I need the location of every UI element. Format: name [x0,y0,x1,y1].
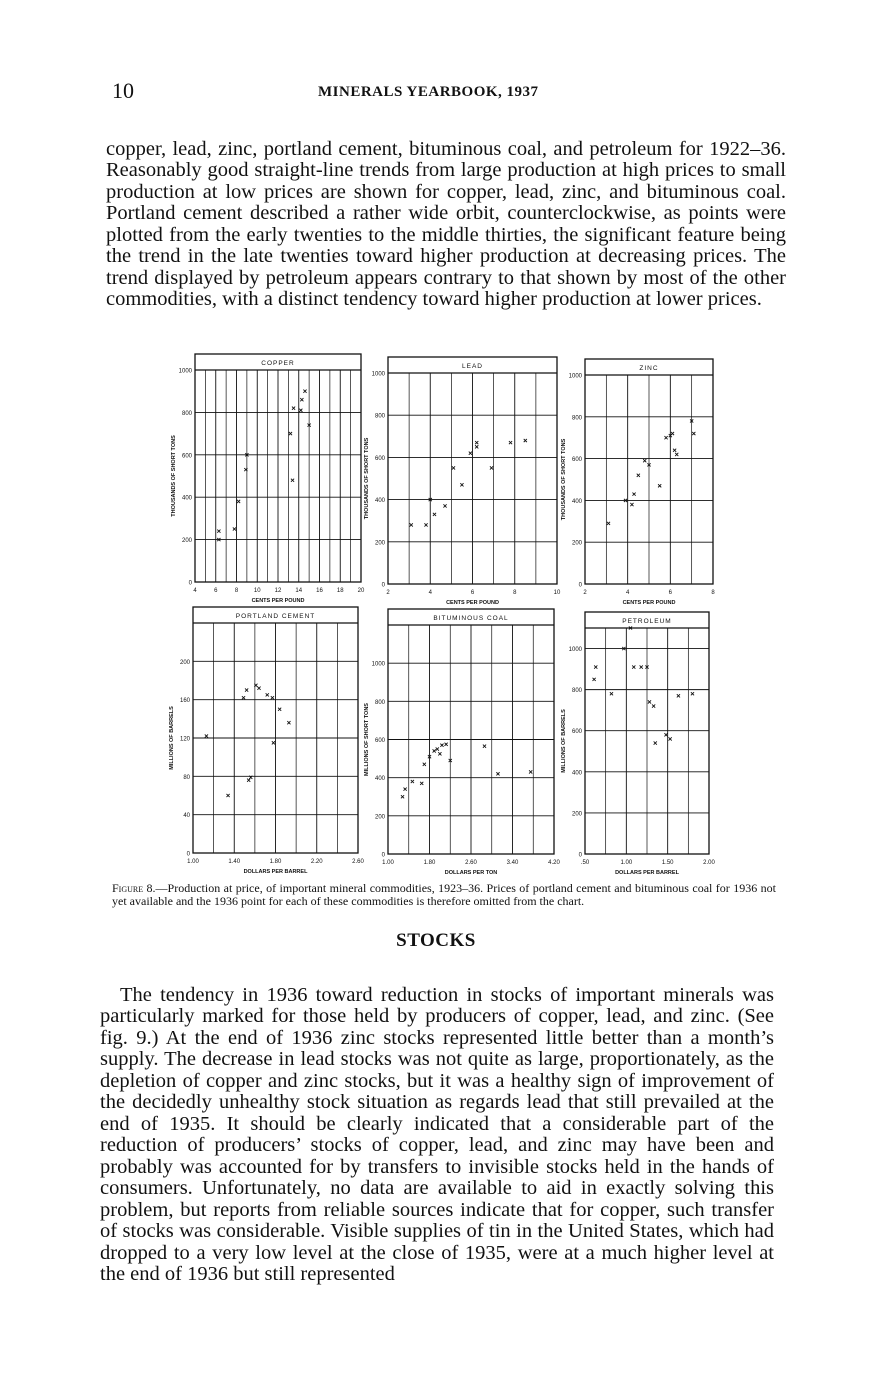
y-tick-label: 1000 [371,371,385,378]
data-point [300,398,303,401]
x-tick-label: 16 [316,588,323,594]
x-tick-label: 20 [357,588,365,594]
y-tick-label: 400 [571,770,582,777]
data-point [469,452,472,455]
y-axis-label: THOUSANDS OF SHORT TONS [364,437,370,520]
data-point [272,741,275,744]
chart-panel-6 [561,612,715,876]
x-tick-label: 1.50 [661,860,674,866]
x-tick-label: 8 [711,590,715,596]
y-tick-label: 160 [179,698,190,705]
x-tick-label: 4 [193,588,197,594]
data-point [671,432,674,435]
x-tick-label: 6 [470,590,475,596]
y-tick-label: 400 [571,498,582,505]
y-tick-label: 0 [381,852,385,859]
data-point [629,626,632,629]
y-tick-label: 600 [571,457,582,464]
data-point [669,434,672,437]
x-tick-label: 1.80 [269,859,282,865]
intro-paragraph: copper, lead, zinc, portland cement, bituminous coal, and petroleum for 1922–36. Reasonably good straight-line trends from large production at high prices to small production at low prices are shown for copper, lead, zinc, and bituminous coal. Portland cement described a rather wide orbit, counterclockwise, as points were plotted from the early twenties to the middle thirties, the significant feature being the trend in the late twenties toward higher production at decreasing prices. The trend displayed by petroleum appears contrary to that shown by most of the other commodities, with a distinct tendency toward higher production at lower prices. [106,137,786,310]
x-tick-label: 18 [336,588,344,594]
data-point [205,734,208,737]
data-point [524,439,527,442]
data-point [245,688,248,691]
x-axis-label: DOLLARS PER BARREL [243,869,308,875]
x-tick-label: 4.20 [548,860,560,866]
chart-panel-2 [364,357,561,606]
chart-title: COPPER [261,360,295,367]
data-point [509,441,512,444]
x-tick-label: 8 [513,590,517,596]
data-point [303,390,306,393]
x-tick-label: 1.00 [382,860,394,866]
data-point [652,704,655,707]
data-point [423,763,426,766]
chart-title: ZINC [639,365,659,372]
data-point [610,692,613,695]
chart-title: PETROLEUM [622,618,672,625]
y-axis-label: MILLIONS OF BARRELS [169,706,175,770]
data-point [292,407,295,410]
y-tick-label: 800 [374,413,385,420]
data-point [289,432,292,435]
y-tick-label: 600 [374,455,385,462]
x-tick-label: 1.80 [423,860,436,866]
x-tick-label: .50 [580,860,590,866]
data-point [429,498,432,501]
x-tick-label: 2.20 [310,859,323,865]
data-point [594,665,597,668]
data-point [691,692,694,695]
data-point [420,782,423,785]
y-tick-label: 200 [571,811,582,818]
x-tick-label: 10 [553,590,561,596]
data-point [475,441,478,444]
figure-caption-label: Figure 8. [112,881,156,895]
data-point [630,503,633,506]
figure-caption [112,882,776,907]
data-point [449,759,452,762]
x-tick-label: 1.00 [187,859,199,865]
x-tick-label: 2 [386,590,390,596]
data-point [643,459,646,462]
running-head: MINERALS YEARBOOK, 1937 [318,84,539,100]
chart-title: PORTLAND CEMENT [235,613,316,620]
figure-caption-text: —Production at price, of important mineral commodities, 1923–36. Prices of portland cement and bituminous coal for 1936 not yet available and the 1936 point for each of these commodities is therefore omitted from the chart. [112,881,776,908]
y-tick-label: 1000 [178,368,192,375]
x-axis-label: CENTS PER POUND [446,600,499,606]
data-point [490,466,493,469]
y-tick-label: 400 [374,498,385,505]
y-tick-label: 40 [183,813,190,820]
x-axis-label: CENTS PER POUND [622,600,676,606]
chart-frame [388,609,554,854]
data-point [483,745,486,748]
y-axis-label: THOUSANDS OF SHORT TONS [561,438,567,521]
chart-frame [585,612,709,854]
data-point [245,453,248,456]
data-point [692,432,695,435]
data-point [637,474,640,477]
data-point [247,779,250,782]
x-axis-label: CENTS PER POUND [251,598,305,604]
chart-frame [193,607,358,853]
data-point [624,499,627,502]
data-point [242,696,245,699]
data-point [433,513,436,516]
data-point [428,755,431,758]
data-point [460,483,463,486]
y-tick-label: 400 [181,495,192,502]
data-point [440,744,443,747]
y-tick-label: 0 [188,580,192,587]
y-tick-label: 200 [179,659,190,666]
x-tick-label: 3.40 [506,860,519,866]
data-point [675,453,678,456]
data-point [496,772,499,775]
data-point [299,409,302,412]
x-tick-label: 4 [428,590,432,596]
x-tick-label: 6 [668,590,673,596]
chart-frame [585,359,713,584]
data-point [217,538,220,541]
data-point [647,463,650,466]
data-point [645,665,648,668]
data-point [452,466,455,469]
data-point [404,788,407,791]
y-tick-label: 80 [183,774,190,781]
x-tick-label: 1.40 [228,859,241,865]
chart-frame [195,354,361,582]
data-point [664,733,667,736]
x-tick-label: 10 [253,588,261,594]
x-tick-label: 2.60 [352,859,364,865]
x-axis-label: DOLLARS PER TON [444,870,498,876]
data-point [677,694,680,697]
data-point [475,445,478,448]
data-point [445,743,448,746]
x-tick-label: 1.00 [620,860,633,866]
data-point [640,665,643,668]
y-tick-label: 800 [571,688,582,695]
y-tick-label: 800 [181,410,192,417]
chart-frame [388,357,557,584]
y-axis-label: MILLIONS OF BARRELS [561,709,567,773]
y-tick-label: 600 [181,453,192,460]
x-tick-label: 4 [625,590,630,596]
x-tick-label: 14 [295,588,303,594]
y-tick-label: 120 [179,736,190,743]
data-point [607,522,610,525]
y-tick-label: 600 [571,729,582,736]
data-point [410,523,413,526]
x-tick-label: 2.60 [465,860,477,866]
data-point [271,696,274,699]
chart-title: BITUMINOUS COAL [433,615,509,622]
data-point [436,747,439,750]
chart-title: LEAD [462,363,483,370]
data-point [287,721,290,724]
y-axis-label: MILLIONS OF SHORT TONS [364,703,370,776]
y-tick-label: 800 [374,699,385,706]
data-point [257,687,260,690]
data-point [632,665,635,668]
y-tick-label: 0 [186,851,190,858]
x-tick-label: 2.00 [703,860,715,866]
data-point [690,419,693,422]
data-point [278,708,281,711]
data-point [664,436,667,439]
chart-panel-4 [169,607,364,875]
y-tick-label: 800 [571,415,582,422]
y-tick-label: 200 [374,540,385,547]
x-tick-label: 2 [583,590,587,596]
x-tick-label: 6 [214,588,218,594]
chart-panel-1 [171,354,365,604]
data-point [529,770,532,773]
stocks-paragraph: The tendency in 1936 toward reduction in stocks of important minerals was particularly marked for those held by producers of copper, lead, and zinc. (See fig. 9.) At the end of 1936 zinc stocks represented little better than a month’s supply. The decrease in lead stocks was not quite as large, proportionately, as the depletion of copper and zinc stocks, but it was a healthy sign of improvement of the decidedly unhealthy stock situation as regards lead that still prevailed at the end of 1935. It should be clearly indicated that a considerable part of the reduction of producers’ stocks of copper, lead, and zinc may have been and probably was accounted for by transfers to invisible stocks held in the hands of consumers. Unfortunately, no data are available to aid in exactly solving this problem, but reports from reliable sources indicate that for copper, such transfer of stocks was considerable. Visible supplies of tin in the United States, which had dropped to a very low level at the close of 1935, were at a much higher level at the end of 1936 but still represented [100,983,774,1285]
data-point [244,468,247,471]
data-point [443,504,446,507]
y-tick-label: 200 [374,814,385,821]
x-tick-label: 12 [274,588,282,594]
data-point [654,741,657,744]
y-axis-label: THOUSANDS OF SHORT TONS [171,435,177,517]
chart-panel-5 [364,609,560,876]
data-point [411,780,414,783]
data-point [291,479,294,482]
y-tick-label: 1000 [568,647,582,654]
x-axis-label: DOLLARS PER BARREL [615,870,679,876]
y-tick-label: 600 [374,738,385,744]
data-point [632,493,635,496]
data-point [648,700,651,703]
data-point [658,484,661,487]
data-point [226,794,229,797]
data-point [433,749,436,752]
data-point [592,678,595,681]
y-tick-label: 200 [181,538,192,545]
data-point [622,647,625,650]
data-point [237,500,240,503]
x-tick-label: 8 [234,588,239,594]
y-tick-label: 1000 [371,661,385,668]
y-tick-label: 400 [374,776,385,783]
page-number: 10 [112,78,134,103]
section-heading-stocks: STOCKS [396,930,476,951]
data-point [254,684,257,687]
data-point [308,424,311,427]
y-tick-label: 0 [578,582,582,589]
data-point [217,530,220,533]
data-point [438,752,441,755]
chart-panel-3 [561,359,715,606]
data-point [266,693,269,696]
y-tick-label: 0 [578,852,582,859]
y-tick-label: 200 [571,540,582,547]
data-point [401,795,404,798]
data-point [669,737,672,740]
data-point [673,449,676,452]
y-tick-label: 1000 [568,373,582,380]
data-point [233,527,236,530]
data-point [424,523,427,526]
data-point [249,776,252,779]
y-tick-label: 0 [381,582,385,589]
